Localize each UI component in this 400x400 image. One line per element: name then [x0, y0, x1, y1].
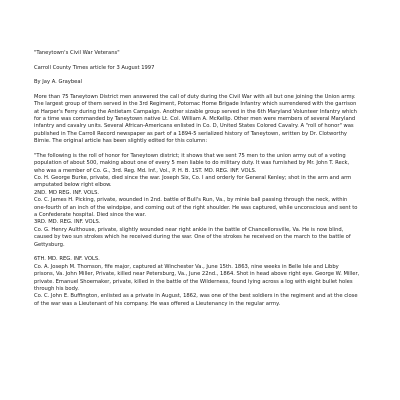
heading-3rd-regiment: 3RD. MD. REG. INF. VOLS.	[34, 219, 101, 226]
intro-paragraph: More than 75 Taneytown District men answered the call of duty during the Civil War with all but one joining the Union army. The largest group of them served in the 3rd Regiment, Potomac Home Brigade Infantry which surrendered with the garrison at Harper's Ferry during the Antietam Campaign. Another sizable group served in the 6th Maryland Volunteer Infantry which for a time was commanded by Taneytown native Lt. Col. William A. McKellip. Other men were members of several Maryland infantry and cavalry units. Several African-Americans enlisted in Co. D, United States Colored Cavalry. A "roll of honor" was published in The Carroll Record newspaper as part of a 1894-5 serialized history of Taneytown, written by Dr. Clotworthy Birnie. The original article has been slightly edited for this column:	[34, 93, 357, 145]
entry-aulthouse: Co. G. Henry Aulthouse, private, slightly wounded near right ankle in the battle of Chancellorsville, Va. He is now blind, caused by two sun strokes which he received during the war. One of the strokes he received on the march to the battle of Gettysburg.	[34, 226, 351, 248]
roll-of-honor-intro: "The following is the roll of honor for Taneytown district; it shows that we sent 75 men to the union army out of a voting population of about 500, making about one of every 5 men liable to do military duty. It was furnished by Mr. John T. Reck, who was a member of Co. G., 3rd. Reg. Md. Inf., Vol., P. H. B. 1ST. MD. REG. INF. VOLS.	[34, 152, 350, 174]
heading-2nd-regiment: 2ND. MD REG. INF. VOLS.	[34, 189, 100, 196]
entry-picking: Co. C. James H. Picking, private, wounded in 2nd. battle of Bull's Run, Va., by minie ball passing through the neck, within one-fourth of an inch of the windpipe, and coming out of the right shoulder. He was captured, while unconscious and sent to a Confederate hospital. Died since the war.	[34, 197, 358, 219]
article-byline: By Jay A. Graybeal	[34, 79, 82, 86]
article-source: Carroll County Times article for 3 August 1997	[34, 64, 155, 71]
article-title: "Taneytown's Civil War Veterans"	[34, 50, 120, 56]
entry-burke: Co. H. George Burke, private, died since the war. Joseph Six, Co. I and orderly for General Kenley; shot in the arm and arm amputated below right elbow.	[34, 175, 352, 189]
heading-6th-regiment: 6TH. MD. REG. INF. VOLS.	[34, 256, 100, 263]
entry-thomson: Co. A. Joseph M. Thomson, fife major, captured at Winchester Va., June 15th. 1863, nine weeks in Belle Isle and Libby prisons, Va. John Miller, Private, killed near Petersburg, Va., June 22nd., 1864. Shot in head above right eye. George W. Miller, private. Emanuel Shoemaker, private, killed in the battle of the Wilderness, found lying across a log with eight bullet holes through his body.	[34, 263, 360, 292]
entry-buffington: Co. C. John E. Buffington, enlisted as a private in August, 1862, was one of the best soldiers in the regiment and at the close of the war was a Lieutenant of his company. He was offered a Lieutenancy in the regular army.	[34, 293, 358, 307]
